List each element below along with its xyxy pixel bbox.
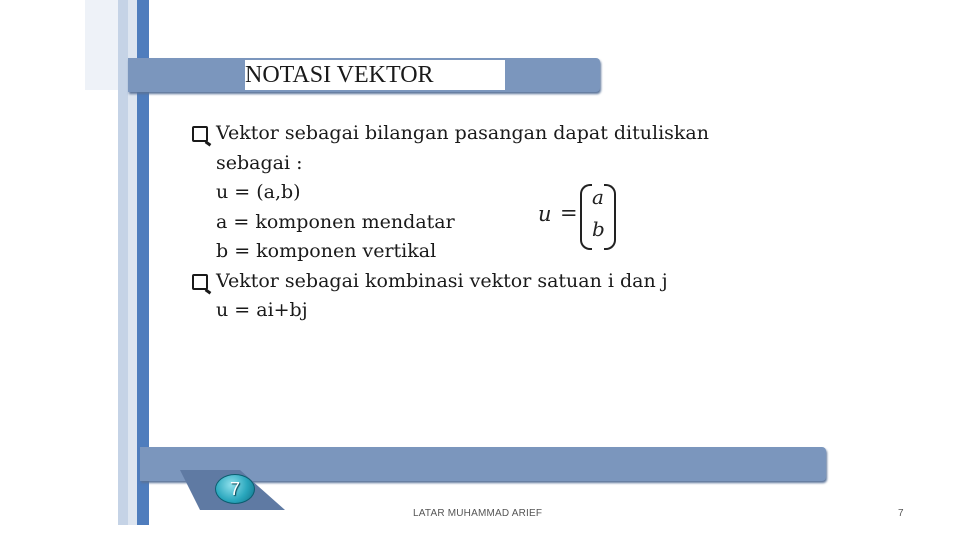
footer-author: LATAR MUHAMMAD ARIEF (413, 508, 543, 519)
bullet-2-text: Vektor sebagai kombinasi vektor satuan i dan j (216, 269, 668, 292)
bullet-1-component-a: a = komponen mendatar (216, 210, 455, 233)
bullet-item-1 (192, 119, 812, 149)
decor-left-panel (85, 0, 118, 90)
checkbox-bullet-icon (192, 274, 208, 290)
bullet-1-component-b: b = komponen vertikal (216, 240, 437, 262)
formula-top: a (592, 185, 604, 209)
right-paren (604, 184, 616, 250)
bullet-1-notation: u = (a,b) (216, 181, 301, 203)
column-vector-formula (538, 180, 628, 250)
footer-page-number: 7 (898, 508, 904, 519)
slide-number-text: 7 (229, 479, 240, 499)
formula-equals: = (560, 201, 578, 225)
formula-bottom: b (592, 217, 605, 241)
left-paren (580, 184, 592, 250)
bullet-item-2 (192, 267, 812, 297)
slide-body (192, 119, 812, 326)
checkbox-bullet-icon (192, 126, 208, 142)
decor-light-bar (118, 0, 128, 525)
slide-title: NOTASI VEKTOR (245, 60, 505, 90)
slide-number-badge (215, 474, 255, 504)
bullet-2-formula: u = ai+bj (216, 299, 308, 321)
bullet-1-continuation: sebagai : (216, 151, 303, 174)
formula-lhs: u (538, 202, 552, 226)
bullet-1-text: Vektor sebagai bilangan pasangan dapat dituliskan (216, 122, 709, 144)
